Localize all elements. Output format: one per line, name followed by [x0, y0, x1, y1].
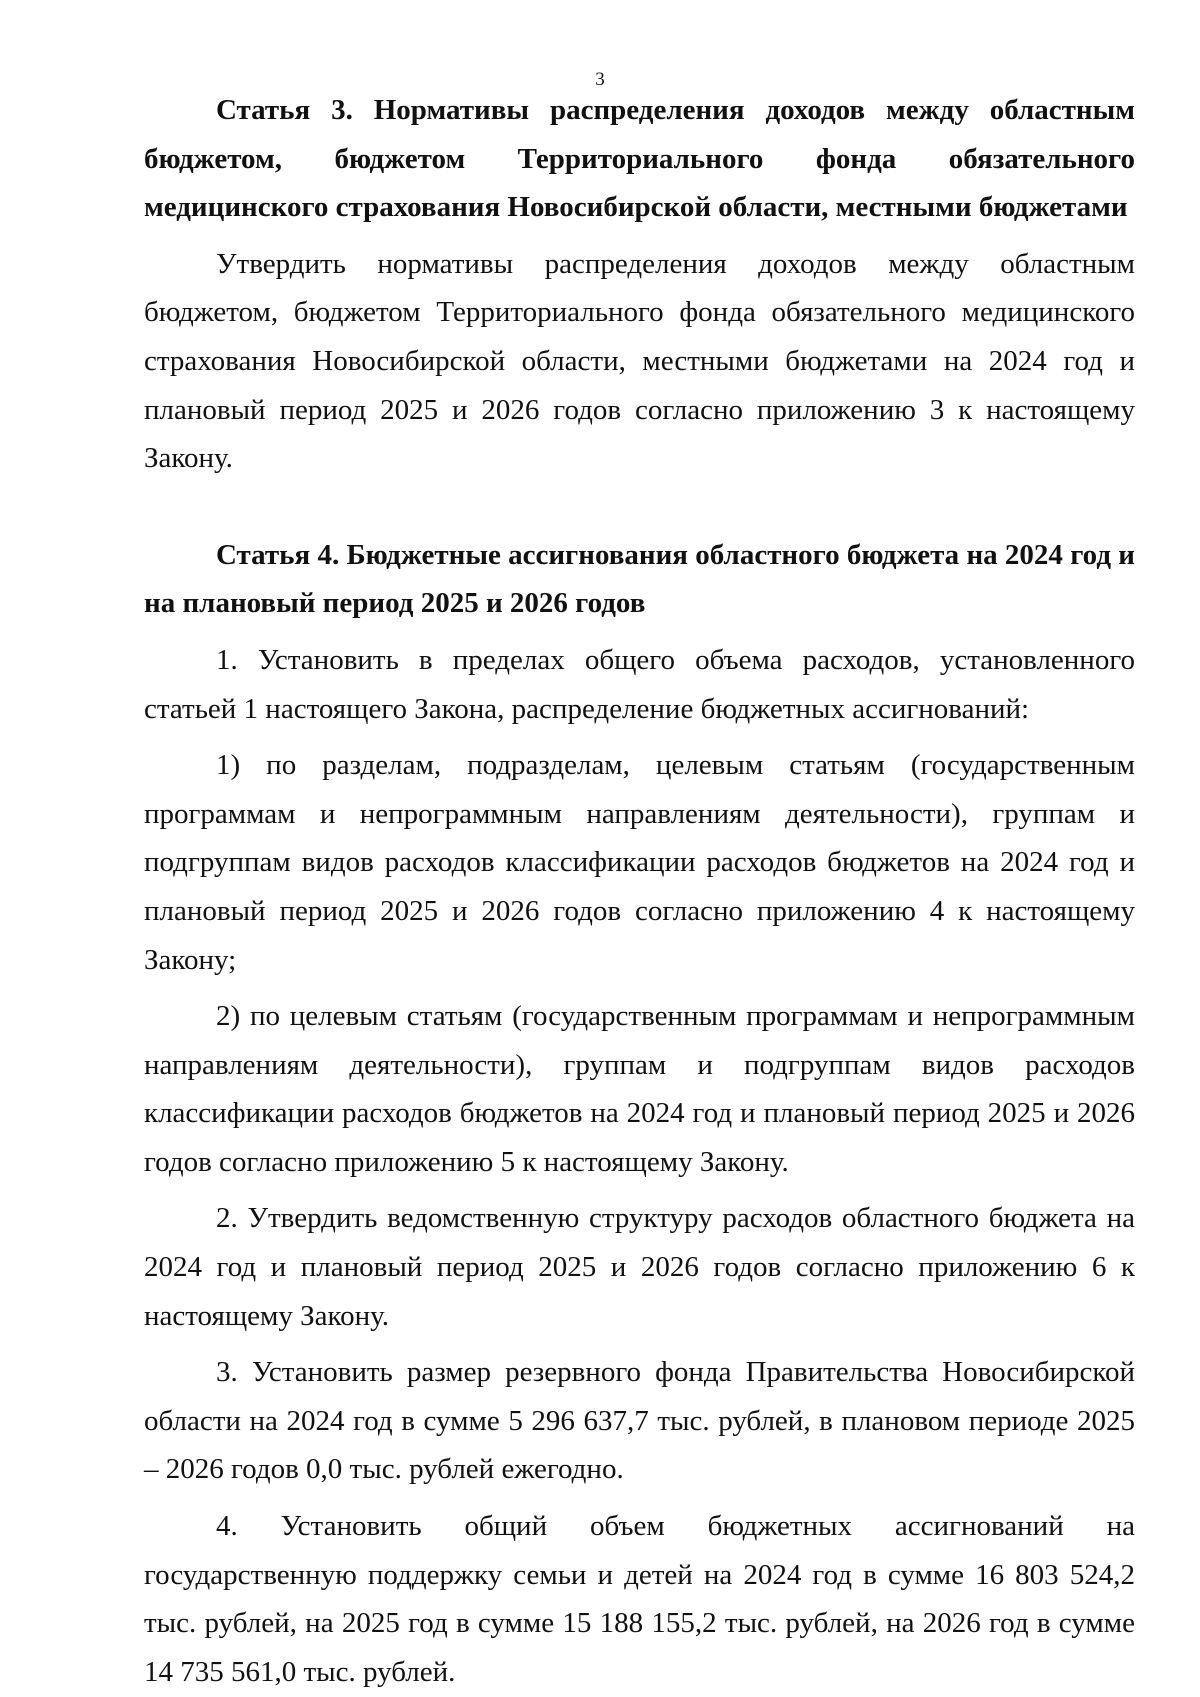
article-4-item-2: 2. Утвердить ведомственную структуру расходов областного бюджета на 2024 год и плановый период 2025 и 2026 годов согласно приложению 6 к настоящему Закону.	[144, 1202, 1135, 1332]
article-4-item-3: 3. Установить размер резервного фонда Правительства Новосибирской области на 2024 год в сумме 5 296 637,7 тыс. рублей, в плановом периоде 2025 – 2026 годов 0,0 тыс. рублей ежегодно.	[144, 1356, 1135, 1486]
article-4-item-1: 1. Установить в пределах общего объема расходов, установленного статьей 1 настоящего Закона, распределение бюджетных ассигнований:	[144, 643, 1135, 725]
document-body	[144, 86, 1135, 1696]
article-4-item-4: 4. Установить общий объем бюджетных ассигнований на государственную поддержку семьи и детей на 2024 год в сумме 16 803 524,2 тыс. рублей, на 2025 год в сумме 15 188 155,2 тыс. рублей, на 2026 год в сумме 14 735 561,0 тыс. рублей.	[144, 1510, 1135, 1688]
article-4-subitem-1: 1) по разделам, подразделам, целевым статьям (государственным программам и непрограммным направлениям деятельности), группам и подгруппам видов расходов классификации расходов бюджетов на 2024 год и плановый период 2025 и 2026 годов согласно приложению 4 к настоящему Закону;	[144, 749, 1135, 976]
article-3-heading: Статья 3. Нормативы распределения доходов между областным бюджетом, бюджетом Территориального фонда обязательного медицинского страхования Новосибирской области, местными бюджетами	[144, 94, 1135, 224]
article-4-heading: Статья 4. Бюджетные ассигнования областного бюджета на 2024 год и на плановый период 2025 и 2026 годов	[144, 538, 1135, 620]
page-number: 3	[595, 69, 605, 90]
article-4-subitem-2: 2) по целевым статьям (государственным программам и непрограммным направлениям деятельности), группам и подгруппам видов расходов классификации расходов бюджетов на 2024 год и плановый период 2025 и 2026 годов согласно приложению 5 к настоящему Закону.	[144, 1000, 1135, 1178]
article-4	[144, 531, 1135, 1697]
article-3-paragraph-1: Утвердить нормативы распределения доходов между областным бюджетом, бюджетом Территориального фонда обязательного медицинского страхования Новосибирской области, местными бюджетами на 2024 год и плановый период 2025 и 2026 годов согласно приложению 3 к настоящему Закону.	[144, 247, 1135, 475]
article-3	[144, 86, 1135, 483]
